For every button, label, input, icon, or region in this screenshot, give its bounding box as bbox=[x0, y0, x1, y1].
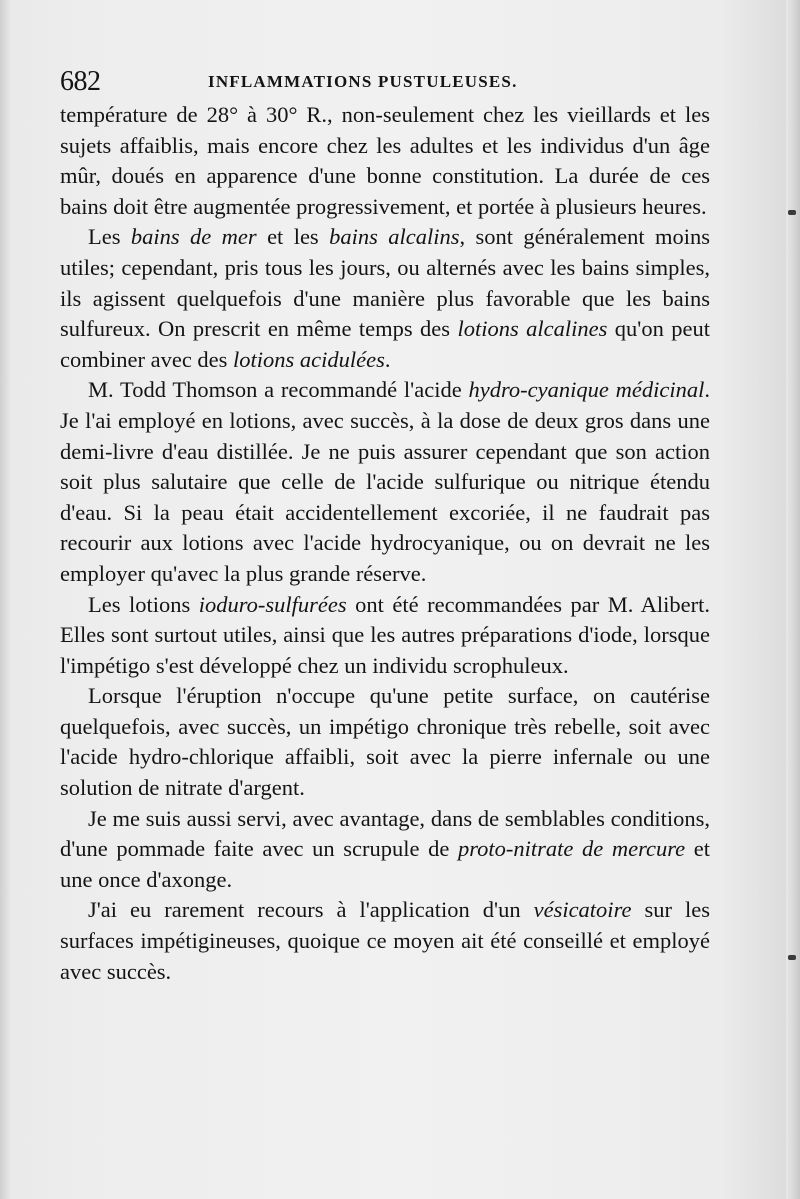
paragraph-7 bbox=[60, 895, 710, 987]
page-left-edge bbox=[0, 0, 10, 1199]
running-head: INFLAMMATIONS PUSTULEUSES. bbox=[208, 72, 518, 91]
paragraph-2 bbox=[60, 222, 710, 375]
paragraph-6 bbox=[60, 804, 710, 896]
body-text bbox=[60, 100, 710, 987]
text-run: température de 28° à 30° R., non-seulement chez les vieillards et les sujets affaiblis, mais encore chez les adultes et les individus d'un âge mûr, doués en apparence d'une bonne constitution. La durée de ces bains doit être augmentée progressivement, et portée à plusieurs heures. bbox=[60, 102, 710, 219]
text-run: . bbox=[384, 346, 391, 372]
italic-run: lotions acidulées bbox=[233, 346, 385, 372]
italic-run: hydro-cyanique médicinal bbox=[468, 377, 705, 403]
text-run: ont été recommandées par M. Alibert. Elles sont surtout utiles, ainsi que les autres préparations d'iode, lorsque l'impétigo s'est développé chez un individu scrophuleux. bbox=[60, 591, 710, 678]
text-run: J'ai eu rarement recours à l'application d'un bbox=[88, 897, 534, 923]
paragraph-1 bbox=[60, 100, 710, 222]
italic-run: ioduro-sulfurées bbox=[198, 591, 347, 617]
margin-mark bbox=[788, 210, 796, 215]
text-run: et une once d'axonge. bbox=[60, 836, 710, 892]
page-number: 682 bbox=[60, 66, 101, 97]
text-run: M. Todd Thomson a recommandé l'acide bbox=[88, 377, 469, 403]
italic-run: bains de mer bbox=[130, 224, 257, 250]
text-run: , sont généralement moins utiles; cependant, pris tous les jours, ou alternés avec les bains simples, ils agissent quelquefois d'une manière plus favorable que les bains sulfureux. On prescrit en même temps des bbox=[60, 224, 710, 342]
paragraph-4 bbox=[60, 590, 710, 682]
text-run: . Je l'ai employé en lotions, avec succès, à la dose de deux gros dans une demi-livre d'eau distillée. Je ne puis assurer cependant que son action soit plus salutaire que celle de l'acide sulfurique ou nitrique étendu d'eau. Si la peau était accidentellement excoriée, il ne faudrait pas recourir aux lotions avec l'acide hydrocyanique, ou on devrait ne les employer qu'avec la plus grande réserve. bbox=[60, 377, 710, 586]
paragraph-3 bbox=[60, 375, 710, 589]
text-run: Les bbox=[88, 224, 131, 250]
paragraph-5 bbox=[60, 681, 710, 803]
text-run: qu'on peut combiner avec des bbox=[60, 316, 711, 372]
text-run: sur les surfaces impétigineuses, quoique ce moyen ait été conseillé et employé avec succès. bbox=[60, 897, 710, 984]
italic-run: lotions alcalines bbox=[457, 316, 608, 342]
text-run: Lorsque l'éruption n'occupe qu'une petite surface, on cautérise quelquefois, avec succès, un impétigo chronique très rebelle, soit avec l'acide hydro-chlorique affaibli, soit avec la pierre infernale ou une solution de nitrate d'argent. bbox=[60, 683, 710, 801]
page-right-edge bbox=[786, 0, 800, 1199]
page-header bbox=[60, 66, 750, 100]
text-run: Les lotions bbox=[88, 591, 199, 617]
italic-run: proto-nitrate de mercure bbox=[457, 836, 686, 862]
text-run: Je me suis aussi servi, avec avantage, dans de semblables conditions, d'une pommade faite avec un scrupule de bbox=[60, 805, 710, 862]
italic-run: bains alcalins bbox=[329, 224, 460, 250]
text-run: et les bbox=[256, 224, 330, 250]
italic-run: vésicatoire bbox=[533, 897, 632, 923]
margin-mark bbox=[788, 955, 796, 960]
